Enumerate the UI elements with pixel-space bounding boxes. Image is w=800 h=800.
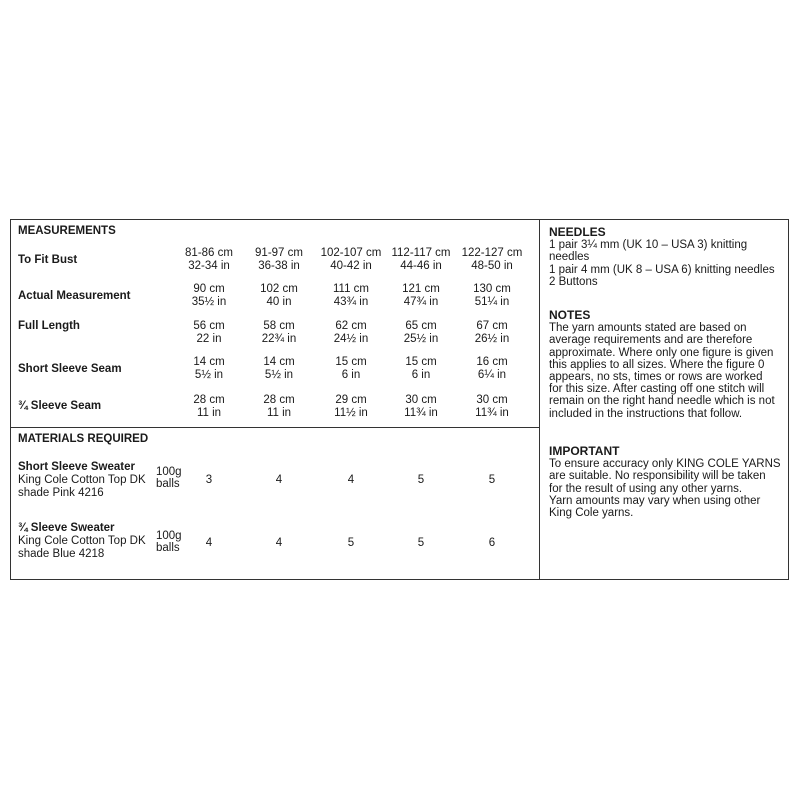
important-line: To ensure accuracy only KING COLE YARNS <box>549 458 781 471</box>
notes-line: The yarn amounts stated are based on <box>549 322 747 335</box>
table-cell: 58 cm 22¾ in <box>261 320 297 345</box>
material-name: Short Sleeve Sweater <box>18 461 135 473</box>
row-label-short-sleeve-seam: Short Sleeve Seam <box>18 363 122 375</box>
important-line: are suitable. No responsibility will be taken <box>549 470 766 483</box>
needles-line: 1 pair 3¼ mm (UK 10 – USA 3) knitting <box>549 239 748 252</box>
notes-line: appears, no sts, times or rows are worked <box>549 371 763 384</box>
table-cell: 62 cm 24½ in <box>333 320 369 345</box>
table-cell: 29 cm 11½ in <box>334 394 368 419</box>
material-name: ¾ Sleeve Sweater <box>18 522 115 534</box>
row-label-full-length: Full Length <box>18 320 80 332</box>
material-qty: 3 <box>205 474 213 486</box>
row-label-to-fit-bust: To Fit Bust <box>18 254 78 266</box>
notes-title: NOTES <box>549 308 591 322</box>
material-qty: 4 <box>275 474 283 486</box>
material-shade: shade Pink 4216 <box>18 487 104 499</box>
material-unit: 100g balls <box>156 466 182 490</box>
important-line: for the result of using any other yarns. <box>549 482 743 495</box>
table-cell: 14 cm 5½ in <box>193 356 225 381</box>
material-shade: shade Blue 4218 <box>18 548 105 560</box>
table-cell: 56 cm 22 in <box>193 320 225 345</box>
material-yarn: King Cole Cotton Top DK <box>18 535 146 547</box>
material-item-three-quarter-sleeve <box>18 522 146 561</box>
table-cell: 102 cm 40 in <box>260 283 298 308</box>
needles-line: 1 pair 4 mm (UK 8 – USA 6) knitting needles <box>549 263 775 276</box>
material-yarn: King Cole Cotton Top DK <box>18 474 146 486</box>
table-cell: 112-117 cm 44-46 in <box>391 247 451 272</box>
table-cell: 15 cm 6 in <box>335 356 367 381</box>
table-cell: 16 cm 6¼ in <box>476 356 508 381</box>
important-section <box>549 445 783 519</box>
important-line: Yarn amounts may vary when using other <box>549 494 761 507</box>
table-cell: 30 cm 11¾ in <box>404 394 438 419</box>
important-line: King Cole yarns. <box>549 507 634 520</box>
material-item-short-sleeve <box>18 461 146 500</box>
material-qty: 4 <box>347 474 355 486</box>
row-label-three-quarter-sleeve-seam: ¾ Sleeve Seam <box>18 400 102 412</box>
needles-section <box>549 226 783 288</box>
important-title: IMPORTANT <box>549 444 620 458</box>
material-qty: 5 <box>417 474 425 486</box>
notes-section <box>549 309 783 420</box>
table-cell: 91-97 cm 36-38 in <box>255 247 303 272</box>
materials-title: MATERIALS REQUIRED <box>18 433 149 445</box>
table-cell: 15 cm 6 in <box>405 356 437 381</box>
section-divider <box>10 427 540 428</box>
needles-title: NEEDLES <box>549 225 606 239</box>
table-cell: 28 cm 11 in <box>193 394 225 419</box>
notes-line: for this size. After casting off one stitch will <box>549 383 765 396</box>
notes-line: average requirements and are therefore <box>549 334 753 347</box>
table-cell: 81-86 cm 32-34 in <box>185 247 233 272</box>
notes-line: this applies to all sizes. Where the figure 0 <box>549 358 765 371</box>
table-cell: 67 cm 26½ in <box>474 320 510 345</box>
notes-line: remain on the right hand needle which is not <box>549 395 775 408</box>
notes-line: approximate. Where only one figure is given <box>549 346 774 359</box>
table-cell: 14 cm 5½ in <box>263 356 295 381</box>
table-cell: 30 cm 11¾ in <box>475 394 509 419</box>
material-unit: 100g balls <box>156 530 182 554</box>
notes-line: included in the instructions that follow. <box>549 407 743 420</box>
material-qty: 5 <box>488 474 496 486</box>
column-divider <box>539 219 540 580</box>
material-qty: 4 <box>275 537 283 549</box>
needles-line: 2 Buttons <box>549 275 598 288</box>
row-label-actual-measurement: Actual Measurement <box>18 290 131 302</box>
table-cell: 102-107 cm 40-42 in <box>320 247 382 272</box>
needles-line: needles <box>549 251 590 264</box>
material-qty: 5 <box>417 537 425 549</box>
table-cell: 121 cm 47¾ in <box>402 283 440 308</box>
table-cell: 90 cm 35½ in <box>191 283 227 308</box>
material-qty: 5 <box>347 537 355 549</box>
table-cell: 28 cm 11 in <box>263 394 295 419</box>
table-cell: 111 cm 43¾ in <box>332 283 369 308</box>
measurements-title: MEASUREMENTS <box>18 225 116 237</box>
material-qty: 6 <box>488 537 496 549</box>
table-cell: 65 cm 25½ in <box>403 320 439 345</box>
material-qty: 4 <box>205 537 213 549</box>
table-cell: 122-127 cm 48-50 in <box>461 247 523 272</box>
table-cell: 130 cm 51¼ in <box>473 283 511 308</box>
